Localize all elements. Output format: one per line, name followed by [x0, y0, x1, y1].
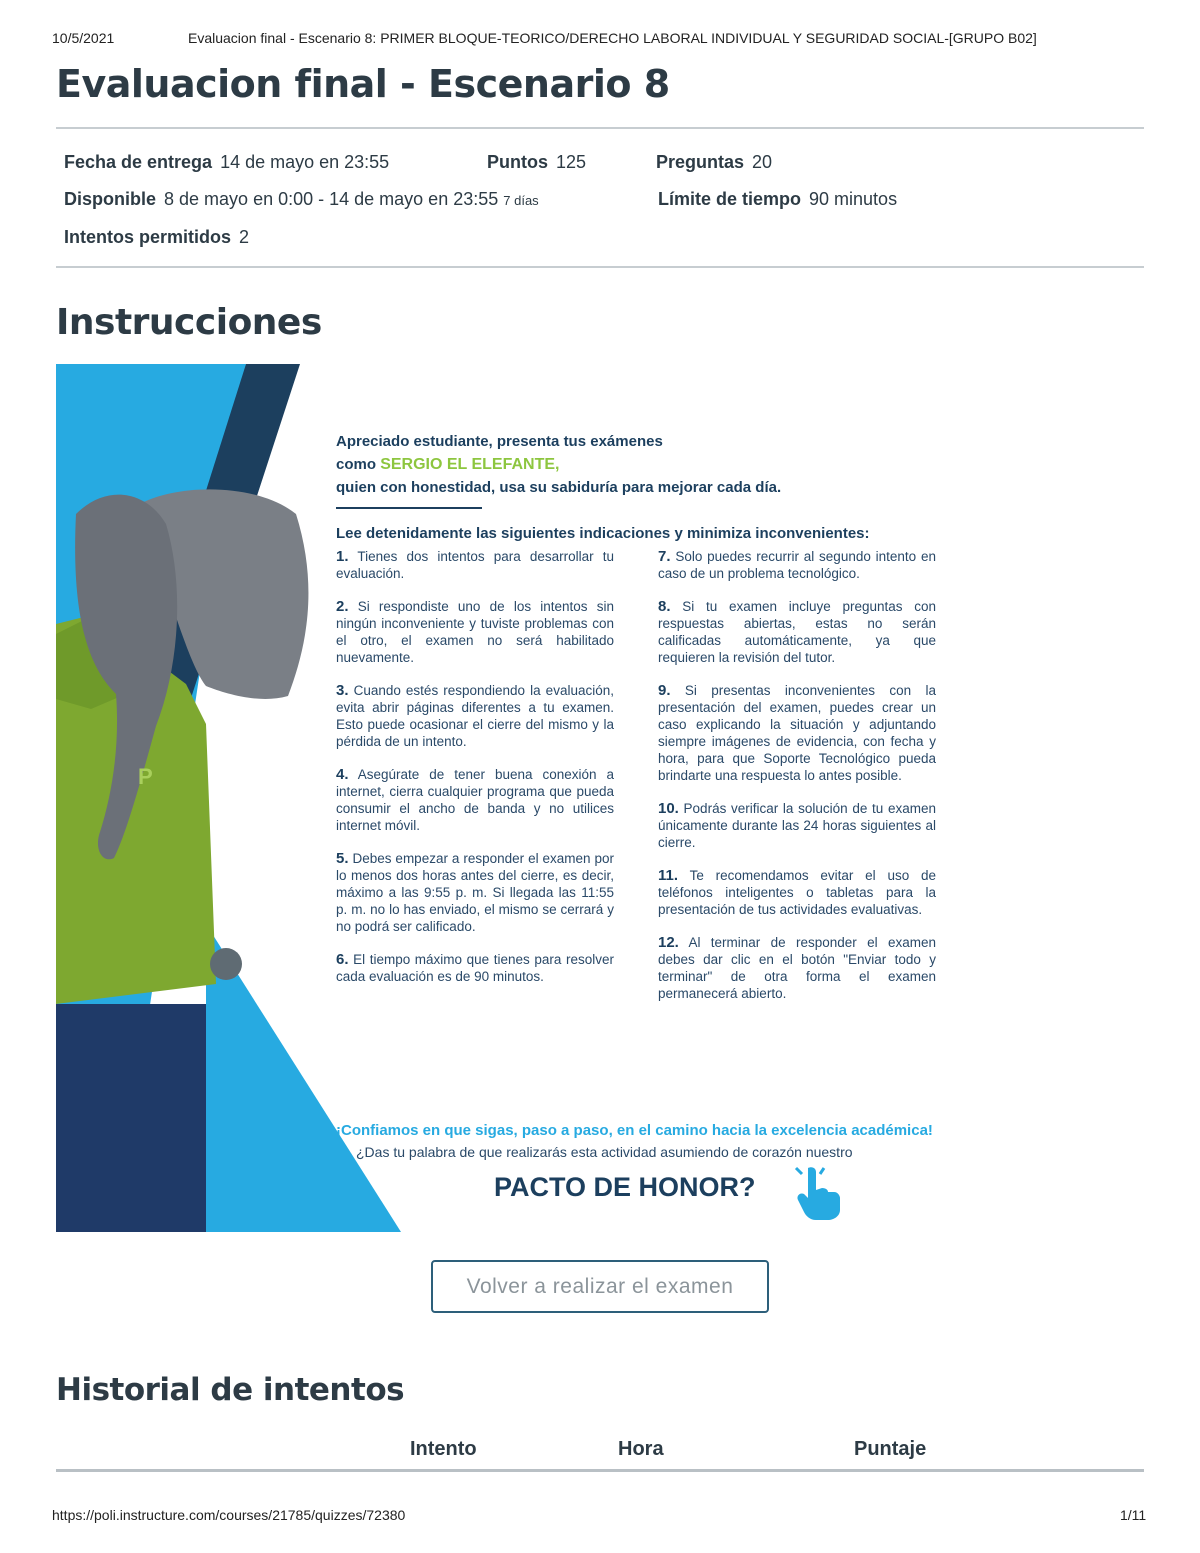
instruction-item	[336, 682, 614, 750]
history-heading: Historial de intentos	[56, 1372, 405, 1408]
instruction-item	[336, 766, 614, 834]
instruction-text: El tiempo máximo que tienes para resolver cada evaluación es de 90 minutos.	[336, 952, 614, 984]
instructions-columns	[336, 548, 936, 1018]
instruction-number: 7.	[658, 548, 671, 565]
pacto-de-honor-link[interactable]: PACTO DE HONOR?	[494, 1172, 756, 1202]
instruction-text: Podrás verificar la solución de tu examen únicamente durante las 24 horas siguientes al cierre.	[658, 801, 936, 850]
instruction-number: 4.	[336, 766, 349, 783]
history-divider	[56, 1469, 1144, 1472]
print-page-number: 1/11	[1120, 1507, 1147, 1523]
instruction-number: 3.	[336, 682, 349, 699]
availability: Disponible 8 de mayo en 0:00 - 14 de mayo en 23:55 7 días	[64, 189, 539, 209]
confiamos-text: ¡Confiamos en que sigas, paso a paso, en el camino hacia la excelencia académica!	[336, 1122, 933, 1139]
instruction-text: Asegúrate de tener buena conexión a internet, cierra cualquier programa que pueda consumir el ancho de banda y no utilices internet móvil.	[336, 767, 614, 833]
divider-top	[56, 127, 1144, 129]
instruction-item	[336, 951, 614, 985]
instruction-text: Solo puedes recurrir al segundo intento en caso de un problema tecnológico.	[658, 549, 936, 581]
instructions-lead: Lee detenidamente las siguientes indicaciones y minimiza inconvenientes:	[336, 525, 870, 542]
instruction-item	[658, 682, 936, 784]
instruction-number: 6.	[336, 951, 349, 968]
instruction-number: 9.	[658, 682, 671, 699]
page-title: Evaluacion final - Escenario 8	[56, 62, 670, 106]
instructions-column-left	[336, 548, 614, 1018]
instruction-number: 12.	[658, 934, 679, 951]
instructions-text	[336, 430, 936, 1018]
instruction-text: Cuando estés respondiendo la evaluación, evita abrir páginas diferentes a tu examen. Esto puede ocasionar el cierre del mismo y la pérdida de un intento.	[336, 683, 614, 749]
instruction-number: 2.	[336, 598, 349, 615]
attempts-allowed: Intentos permitidos 2	[64, 227, 250, 247]
questions: Preguntas 20	[656, 152, 773, 172]
instruction-number: 10.	[658, 800, 679, 817]
history-col-time: Hora	[618, 1438, 664, 1460]
instructions-banner	[56, 364, 940, 1232]
instruction-number: 8.	[658, 598, 671, 615]
retake-quiz-button[interactable]: Volver a realizar el examen	[431, 1260, 769, 1313]
due-date: Fecha de entrega 14 de mayo en 23:55	[64, 152, 390, 172]
print-date: 10/5/2021	[52, 30, 115, 46]
pointing-hand-icon[interactable]	[792, 1164, 844, 1224]
logo-mark: P	[138, 764, 153, 789]
greeting: Apreciado estudiante, presenta tus exámenes como SERGIO EL ELEFANTE, quien con honestidad, usa su sabiduría para mejorar cada día.	[336, 433, 782, 496]
instruction-item	[658, 548, 936, 582]
instruction-number: 5.	[336, 850, 349, 867]
instruction-text: Tienes dos intentos para desarrollar tu evaluación.	[336, 549, 614, 581]
time-limit: Límite de tiempo 90 minutos	[658, 189, 898, 209]
instruction-item	[658, 598, 936, 666]
instruction-item	[336, 598, 614, 666]
divider-details	[56, 266, 1144, 268]
instruction-text: Te recomendamos evitar el uso de teléfonos inteligentes o tabletas para la presentación de tus actividades evaluativas.	[658, 868, 936, 917]
history-col-attempt: Intento	[410, 1438, 477, 1460]
instruction-number: 11.	[658, 867, 679, 884]
instruction-number: 1.	[336, 548, 349, 565]
history-col-score: Puntaje	[854, 1438, 927, 1460]
print-title: Evaluacion final - Escenario 8: PRIMER BLOQUE-TEORICO/DERECHO LABORAL INDIVIDUAL Y SEGURIDAD SOCIAL-[GRUPO B02]	[188, 30, 1037, 46]
das-palabra-text: ¿Das tu palabra de que realizarás esta actividad asumiendo de corazón nuestro	[356, 1144, 853, 1160]
instruction-item	[658, 867, 936, 918]
greeting-underline	[336, 507, 482, 509]
instruction-item	[658, 934, 936, 1002]
print-url: https://poli.instructure.com/courses/21785/quizzes/72380	[52, 1507, 406, 1523]
instruction-text: Si tu examen incluye preguntas con respuestas abiertas, estas no serán calificadas automáticamente, ya que requieren la revisión del tutor.	[658, 599, 936, 665]
instructions-column-right	[658, 548, 936, 1018]
instruction-text: Debes empezar a responder el examen por lo menos dos horas antes del cierre, es decir, máximo a las 9:55 p. m. Si llegada las 11:55 p. m. no lo has enviado, el mismo se cerrará y no podrá ser calificado.	[336, 851, 614, 934]
instruction-text: Si presentas inconvenientes con la presentación del examen, puedes crear un caso explicando la situación y adjuntando siempre imágenes de evidencia, con fecha y hora, para que Soporte Tecnológico pueda brindarte una respuesta lo antes posible.	[658, 683, 936, 783]
instruction-item	[336, 850, 614, 935]
points: Puntos 125	[487, 152, 587, 172]
instruction-item	[658, 800, 936, 851]
instructions-heading: Instrucciones	[56, 302, 322, 343]
instruction-text: Si respondiste uno de los intentos sin ningún inconveniente y tuviste problemas con el otro, el examen no será habilitado nuevamente.	[336, 599, 614, 665]
instruction-text: Al terminar de responder el examen debes dar clic en el botón "Enviar todo y terminar" de otra forma el examen permanecerá abierto.	[658, 935, 936, 1001]
instruction-item	[336, 548, 614, 582]
